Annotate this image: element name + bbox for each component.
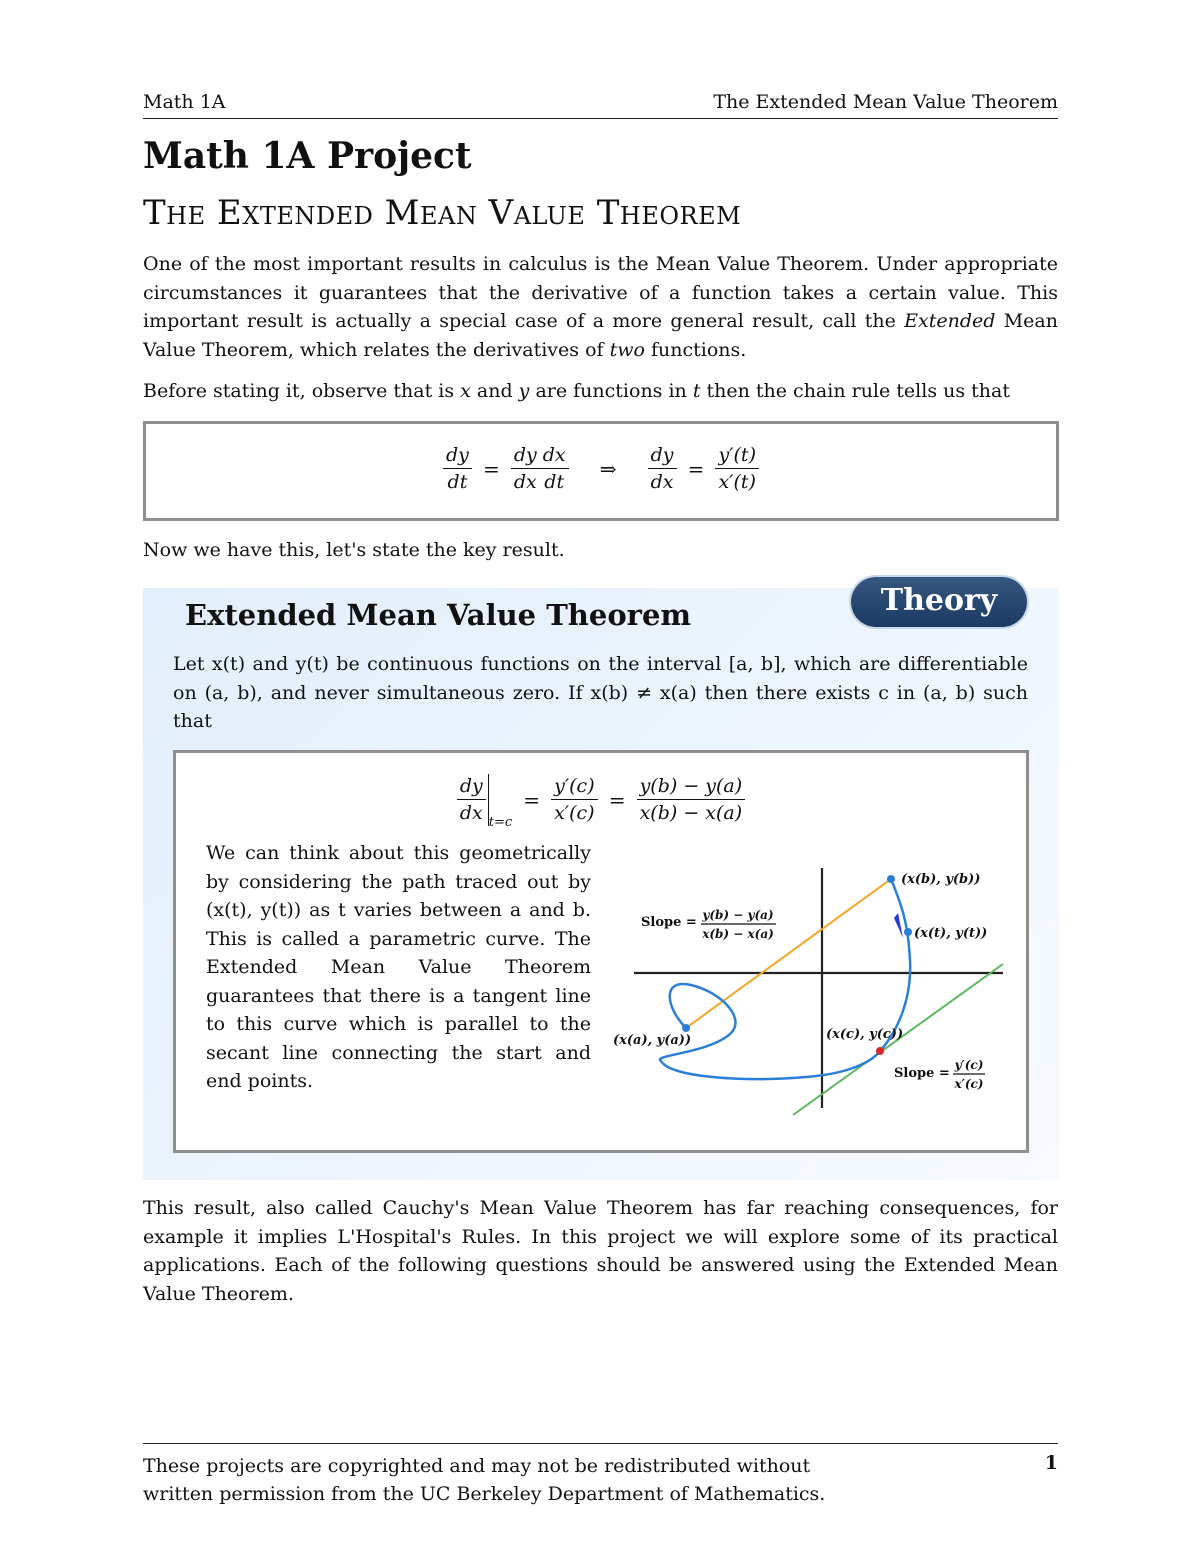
slope1-numerator: y(b) − y(a) — [702, 908, 774, 922]
intro-paragraph: One of the most important results in calculus is the Mean Value Theorem. Under appropriate circumstances it guarantees that the derivative of a function takes a certain value. This important result is actually a special case of a more general result, call the Extended Mean Value Theorem, which relates the derivatives of two functions. — [143, 253, 1058, 361]
theory-badge: Theory — [851, 577, 1027, 627]
frac-dy-dx-eval: $\frac{dy}{dx}$ — [457, 773, 486, 826]
label-c: (x(c), y(c)) — [826, 1027, 904, 1042]
point-a — [682, 1024, 690, 1032]
label-t: (x(t), y(t)) — [914, 926, 988, 941]
label-b: (x(b), y(b)) — [901, 872, 981, 887]
frac-yc-xc: $\frac{y'(c)}{x'(c)}$ — [551, 773, 598, 826]
theorem-statement: Let x(t) and y(t) be continuous functions on the interval [a, b], which are differentiable on (a, b), and never simultaneous zero. If x(b) ≠ x(a) then there exists c in (a, b) such that — [173, 653, 1028, 732]
footer-rule — [143, 1443, 1058, 1444]
geometric-explanation: We can think about this geometrically by considering the path traced out by (x(t), y(t)) as t varies between a and b. This is called a parametric curve. The Extended Mean Value Theorem guarantees that there is a tangent line to this curve which is parallel to the secant line connecting the start and end points. — [206, 842, 591, 1092]
copyright-notice: These projects are copyrighted and may not be redistributed without written permission from the UC Berkeley Department of Mathematics. — [143, 1455, 826, 1505]
eval-subscript: t=c — [488, 815, 513, 830]
slope2-denominator: x′(c) — [954, 1077, 984, 1091]
theory-title: Extended Mean Value Theorem — [185, 598, 692, 632]
secant-line — [686, 879, 891, 1028]
page-subtitle: The Extended Mean Value Theorem — [143, 193, 742, 233]
emvt-formula: $\frac{dy}{dx}$ t=c = $\frac{y'(c)}{x'(c)}$ = $\frac{y(b) - y(a)}{x(b) - x(a)}$ — [176, 773, 1026, 830]
frac-dx-dt: $\frac{dx}{dt}$ — [540, 442, 569, 495]
header-topic: The Extended Mean Value Theorem — [713, 91, 1058, 113]
transition-text: Now we have this, let's state the key result. — [143, 539, 565, 561]
chain-rule-intro: Before stating it, observe that is x and y are functions in t then the chain rule tells us that — [143, 380, 1010, 402]
slope2-numerator: y′(c) — [954, 1058, 984, 1072]
closing-paragraph: This result, also called Cauchy's Mean Value Theorem has far reaching consequences, for example it implies L'Hospital's Rules. In this project we will explore some of its practical applications. Each of the following questions should be answered using the Extended Mean Value Theorem. — [143, 1197, 1058, 1305]
point-c — [876, 1047, 884, 1055]
header-course: Math 1A — [143, 91, 226, 113]
slope1-denominator: x(b) − x(a) — [702, 927, 774, 941]
slope1-prefix: Slope = — [641, 915, 697, 930]
direction-arrow-icon — [894, 913, 903, 938]
slope2-prefix: Slope = — [894, 1066, 950, 1081]
chain-rule-equation: $\frac{dy}{dt}$ = $\frac{dy}{dx}$ $\frac{dx}{dt}$ ⇒ $\frac{dy}{dx}$ = $\frac{y'(t)}{x'(t)}$ — [146, 442, 1056, 495]
parametric-curve — [660, 879, 910, 1079]
frac-secant: $\frac{y(b) - y(a)}{x(b) - x(a)}$ — [637, 773, 746, 826]
page-number: 1 — [1044, 1452, 1058, 1474]
page-title: Math 1A Project — [143, 135, 472, 177]
frac-dy-dt: $\frac{dy}{dt}$ — [443, 442, 472, 495]
parametric-curve-figure — [606, 858, 1011, 1128]
frac-yprime-xprime: $\frac{y'(t)}{x'(t)}$ — [715, 442, 759, 495]
label-a: (x(a), y(a)) — [613, 1033, 692, 1048]
theorem-formula-box — [173, 750, 1029, 1153]
chain-rule-box — [143, 421, 1059, 521]
frac-dy-dx-2: $\frac{dy}{dx}$ — [648, 442, 677, 495]
point-b — [887, 875, 895, 883]
header-rule — [143, 118, 1058, 119]
point-t — [904, 928, 912, 936]
frac-dy-dx: $\frac{dy}{dx}$ — [511, 442, 540, 495]
